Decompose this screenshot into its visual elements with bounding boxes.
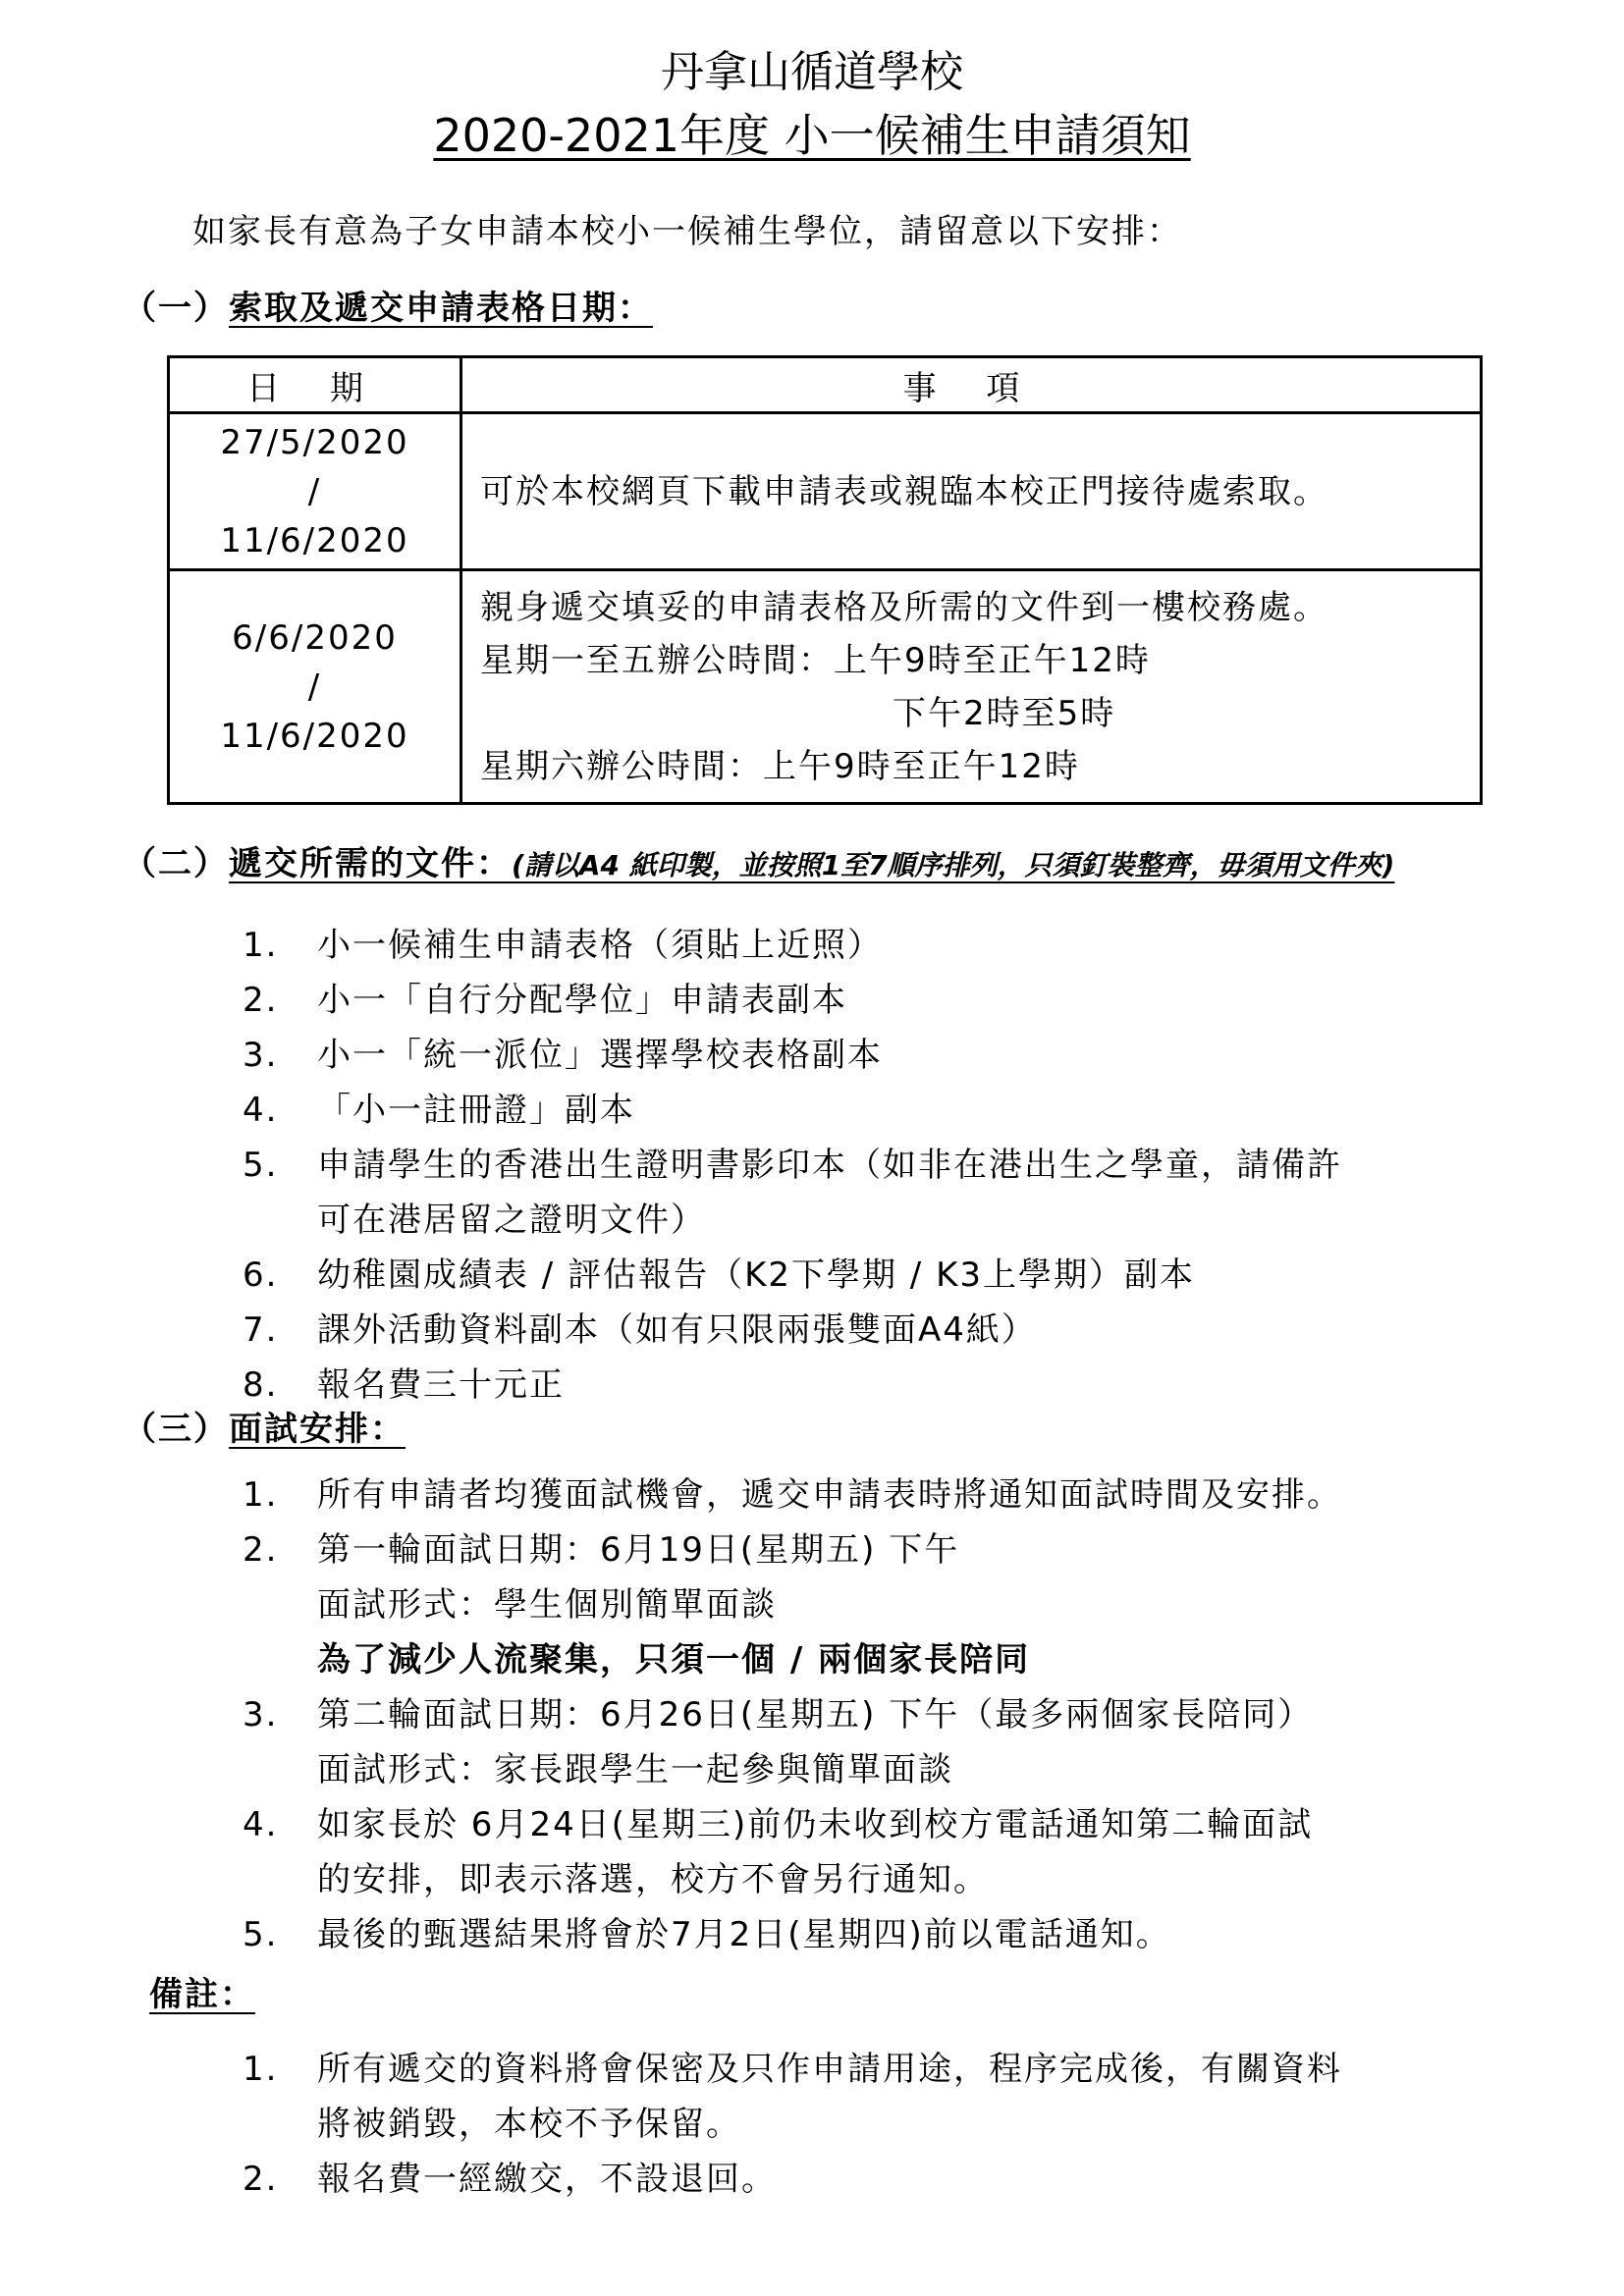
item-cell: [461, 570, 1482, 804]
list-number: 5.: [243, 1915, 279, 1954]
list-item: [243, 1138, 1342, 1248]
section3-title: 面試安排：: [229, 1410, 406, 1449]
list-text-continued: 的安排，即表示落選，校方不會另行通知。: [317, 1860, 989, 1899]
list-number: 3.: [243, 1695, 279, 1735]
list-item: [243, 2152, 1342, 2207]
item-line: 下午2時至5時: [893, 693, 1116, 733]
date-cell: [169, 413, 461, 570]
remarks-title: 備註：: [149, 1975, 255, 2014]
list-text: 「小一註冊證」副本: [317, 1091, 635, 1130]
list-text: 報名費三十元正: [317, 1365, 565, 1405]
section2-title: 遞交所需的文件：: [229, 844, 512, 883]
section1-heading: [123, 285, 653, 332]
date-end: 11/6/2020: [220, 520, 409, 561]
list-number: 4.: [243, 1805, 279, 1844]
list-text-continued: 面試形式：家長跟學生一起參與簡單面談: [317, 1750, 953, 1789]
list-number: 1.: [243, 1475, 279, 1515]
list-number: 2.: [243, 1530, 279, 1570]
table-header-row: [169, 357, 1482, 413]
list-text: 報名費一經繳交，不設退回。: [317, 2160, 777, 2199]
list-text-continued: 可在港居留之證明文件）: [317, 1201, 706, 1240]
section2-heading: [123, 840, 1394, 889]
list-text-continued: 將被銷毀，本校不予保留。: [317, 2105, 741, 2144]
list-item: [243, 918, 1342, 973]
list-text: 所有遞交的資料將會保密及只作申請用途，程序完成後，有關資料: [317, 2050, 1342, 2089]
remarks-heading: [149, 1971, 255, 2018]
table-row: [169, 570, 1482, 804]
col-header-date: 日 期: [169, 357, 461, 413]
list-text: 小一「自行分配學位」申請表副本: [317, 981, 847, 1020]
list-number: 4.: [243, 1091, 279, 1130]
item-line: 星期六辦公時間：上午9時至正午12時: [480, 746, 1080, 786]
list-text: 第二輪面試日期：6月26日(星期五) 下午（最多兩個家長陪同）: [317, 1695, 1314, 1735]
documents-list: [243, 918, 1342, 1413]
list-number: 7.: [243, 1310, 279, 1350]
list-number: 8.: [243, 1365, 279, 1405]
parent-limit-notice: 為了減少人流聚集，只須一個 / 兩個家長陪同: [317, 1640, 1031, 1680]
col-header-item: 事 項: [461, 357, 1482, 413]
list-text: 幼稚園成績表 / 評估報告（K2下學期 / K3上學期）副本: [317, 1255, 1195, 1295]
list-item: [243, 1083, 1342, 1138]
list-item: [243, 1797, 1342, 1907]
list-text: 如家長於 6月24日(星期三)前仍未收到校方電話通知第二輪面試: [317, 1805, 1314, 1844]
remarks-list: [243, 2042, 1342, 2207]
list-text: 所有申請者均獲面試機會，遞交申請表時將通知面試時間及安排。: [317, 1475, 1342, 1515]
school-name: 丹拿山循道學校: [661, 47, 963, 97]
date-start: 27/5/2020: [220, 422, 409, 462]
section1-prefix: （一）: [123, 289, 229, 328]
list-text: 申請學生的香港出生證明書影印本（如非在港出生之學童，請備許: [317, 1146, 1342, 1185]
section2-prefix: （二）: [123, 844, 229, 883]
intro-text: 如家長有意為子女申請本校小一候補生學位，請留意以下安排：: [192, 212, 1182, 251]
list-number: 5.: [243, 1146, 279, 1185]
list-item: [243, 1248, 1342, 1303]
list-text-continued: 面試形式：學生個別簡單面談: [317, 1585, 777, 1625]
section3-heading: [123, 1406, 406, 1453]
interview-list: [243, 1468, 1342, 1962]
list-item: [243, 2042, 1342, 2152]
date-end: 11/6/2020: [220, 716, 409, 756]
list-number: 6.: [243, 1255, 279, 1295]
list-item: [243, 1468, 1342, 1522]
table-row: [169, 413, 1482, 570]
notice-title-text: 2020-2021年度 小一候補生申請須知: [433, 109, 1191, 162]
date-start: 6/6/2020: [232, 617, 398, 658]
schedule-table: [167, 355, 1483, 805]
section2-note: (請以A4 紙印製，並按照1至7順序排列，只須釘裝整齊，毋須用文件夾): [512, 849, 1395, 881]
list-number: 2.: [243, 2160, 279, 2199]
list-text: 小一「統一派位」選擇學校表格副本: [317, 1036, 883, 1075]
list-number: 3.: [243, 1036, 279, 1075]
list-item: [243, 973, 1342, 1028]
date-separator: /: [307, 667, 322, 707]
section1-title: 索取及遞交申請表格日期：: [229, 289, 653, 328]
list-item: [243, 1303, 1342, 1358]
list-item: [243, 1687, 1342, 1797]
item-line: 親身遞交填妥的申請表格及所需的文件到一樓校務處。: [480, 587, 1328, 627]
list-number: 1.: [243, 2050, 279, 2089]
list-item: [243, 1028, 1342, 1083]
list-number: 2.: [243, 981, 279, 1020]
list-item: [243, 1358, 1342, 1413]
list-text: 最後的甄選結果將會於7月2日(星期四)前以電話通知。: [317, 1915, 1171, 1954]
list-item: [243, 1907, 1342, 1962]
list-number: 1.: [243, 926, 279, 965]
item-cell: [461, 413, 1482, 570]
notice-title: [0, 106, 1624, 165]
list-text: 課外活動資料副本（如有只限兩張雙面A4紙）: [317, 1310, 1037, 1350]
item-line: 可於本校網頁下載申請表或親臨本校正門接待處索取。: [480, 471, 1328, 511]
section3-prefix: （三）: [123, 1410, 229, 1449]
list-text: 小一候補生申請表格（須貼上近照）: [317, 926, 883, 965]
list-item: [243, 1522, 1342, 1687]
date-cell: [169, 570, 461, 804]
date-separator: /: [307, 471, 322, 511]
list-text: 第一輪面試日期：6月19日(星期五) 下午: [317, 1530, 960, 1570]
item-line: 星期一至五辦公時間：上午9時至正午12時: [480, 640, 1151, 680]
